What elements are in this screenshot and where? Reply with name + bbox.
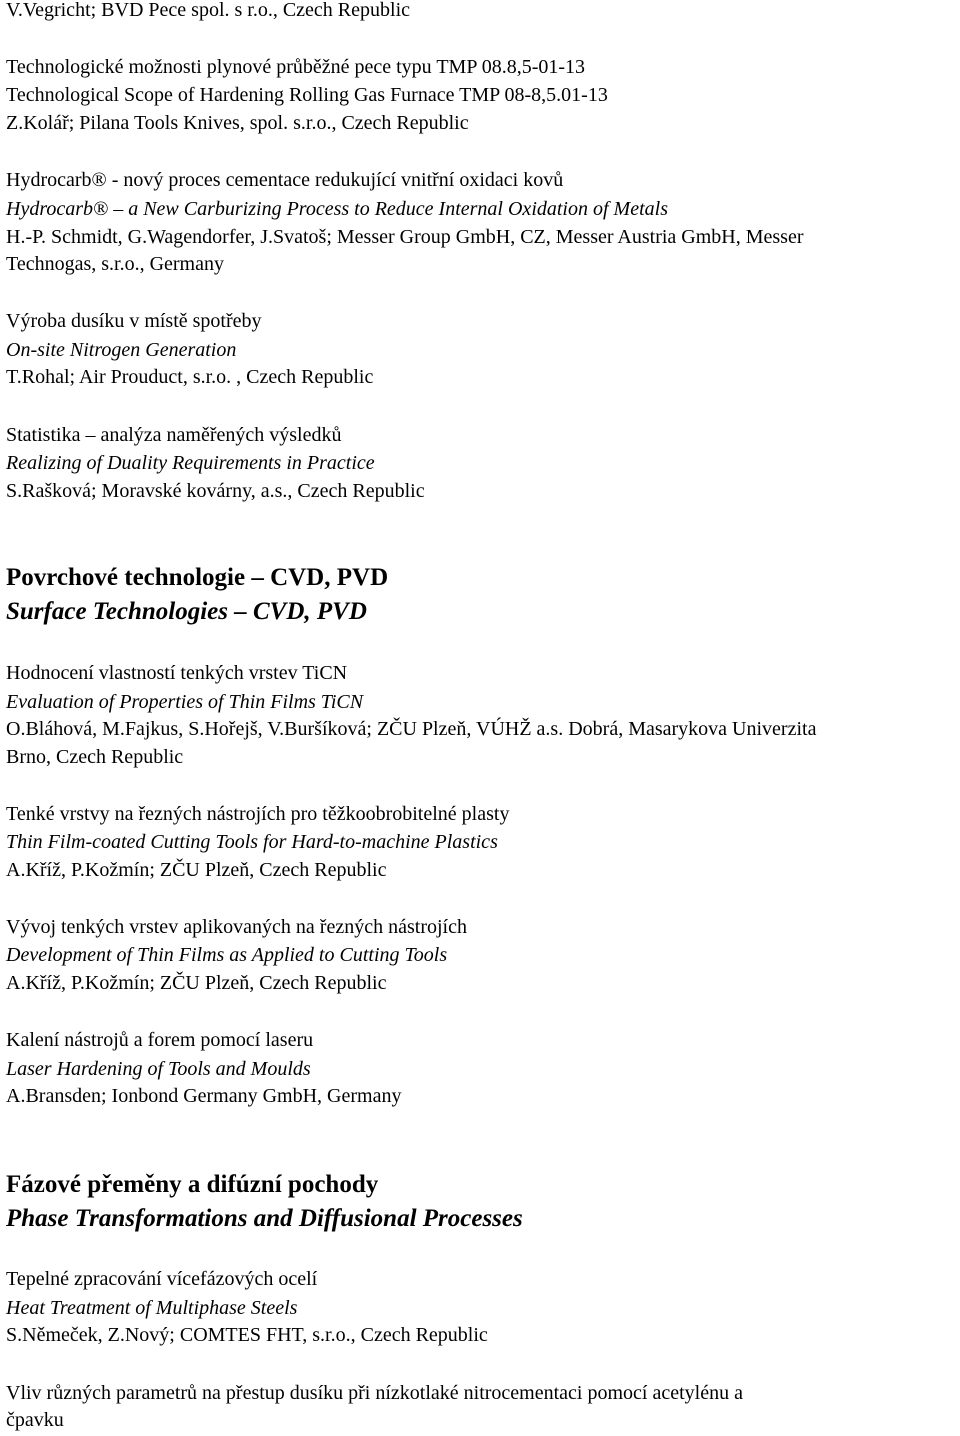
author-line: A.Kříž, P.Kožmín; ZČU Plzeň, Czech Republic <box>6 859 387 881</box>
paper-title-english: Realizing of Duality Requirements in Practice <box>6 452 375 474</box>
paper-title-english: Thin Film-coated Cutting Tools for Hard-to-machine Plastics <box>6 831 498 853</box>
paper-title-czech: Tepelné zpracování vícefázových ocelí <box>6 1268 318 1290</box>
paper-title-english: Technological Scope of Hardening Rolling Gas Furnace TMP 08-8,5.01-13 <box>6 84 608 106</box>
section-heading-czech: Fázové přeměny a difúzní pochody <box>6 1171 379 1198</box>
author-line: S.Němeček, Z.Nový; COMTES FHT, s.r.o., Czech Republic <box>6 1324 488 1346</box>
paper-title-czech: Kalení nástrojů a forem pomocí laseru <box>6 1029 314 1051</box>
paper-title-czech: Hydrocarb® - nový proces cementace redukující vnitřní oxidaci kovů <box>6 169 564 191</box>
paper-title-czech: Tenké vrstvy na řezných nástrojích pro těžkoobrobitelné plasty <box>6 803 510 825</box>
paper-title-english: On-site Nitrogen Generation <box>6 339 237 361</box>
paper-title-czech: Vliv různých parametrů na přestup dusíku při nízkotlaké nitrocementaci pomocí acetylénu a <box>6 1382 743 1404</box>
author-line: Z.Kolář; Pilana Tools Knives, spol. s.r.o., Czech Republic <box>6 112 469 134</box>
paper-title-czech: Vývoj tenkých vrstev aplikovaných na řezných nástrojích <box>6 916 467 938</box>
author-line: A.Kříž, P.Kožmín; ZČU Plzeň, Czech Republic <box>6 972 387 994</box>
paper-title-english: Evaluation of Properties of Thin Films TiCN <box>6 691 364 713</box>
paper-title-czech: Výroba dusíku v místě spotřeby <box>6 310 262 332</box>
section-heading-english: Surface Technologies – CVD, PVD <box>6 598 367 625</box>
paper-title-czech-continued: čpavku <box>6 1409 64 1431</box>
paper-title-english: Laser Hardening of Tools and Moulds <box>6 1058 311 1080</box>
paper-title-czech: Hodnocení vlastností tenkých vrstev TiCN <box>6 662 348 684</box>
author-line-continued: Brno, Czech Republic <box>6 746 184 768</box>
section-heading-english: Phase Transformations and Diffusional Processes <box>6 1205 523 1232</box>
author-line: O.Bláhová, M.Fajkus, S.Hořejš, V.Buršíková; ZČU Plzeň, VÚHŽ a.s. Dobrá, Masarykova Univerzita <box>6 718 817 740</box>
section-heading-czech: Povrchové technologie – CVD, PVD <box>6 564 389 591</box>
paper-title-english: Hydrocarb® – a New Carburizing Process to Reduce Internal Oxidation of Metals <box>6 198 668 220</box>
paper-title-english: Heat Treatment of Multiphase Steels <box>6 1297 298 1319</box>
author-line: V.Vegricht; BVD Pece spol. s r.o., Czech Republic <box>6 0 411 21</box>
paper-title-english: Development of Thin Films as Applied to Cutting Tools <box>6 944 448 966</box>
author-line-continued: Technogas, s.r.o., Germany <box>6 253 224 275</box>
author-line: S.Rašková; Moravské kovárny, a.s., Czech Republic <box>6 480 425 502</box>
author-line: A.Bransden; Ionbond Germany GmbH, Germany <box>6 1085 402 1107</box>
paper-title-czech: Statistika – analýza naměřených výsledků <box>6 424 342 446</box>
author-line: T.Rohal; Air Prouduct, s.r.o. , Czech Republic <box>6 366 374 388</box>
paper-title-czech: Technologické možnosti plynové průběžné pece typu TMP 08.8,5-01-13 <box>6 56 586 78</box>
author-line: H.-P. Schmidt, G.Wagendorfer, J.Svatoš; Messer Group GmbH, CZ, Messer Austria GmbH, Messer <box>6 226 804 248</box>
